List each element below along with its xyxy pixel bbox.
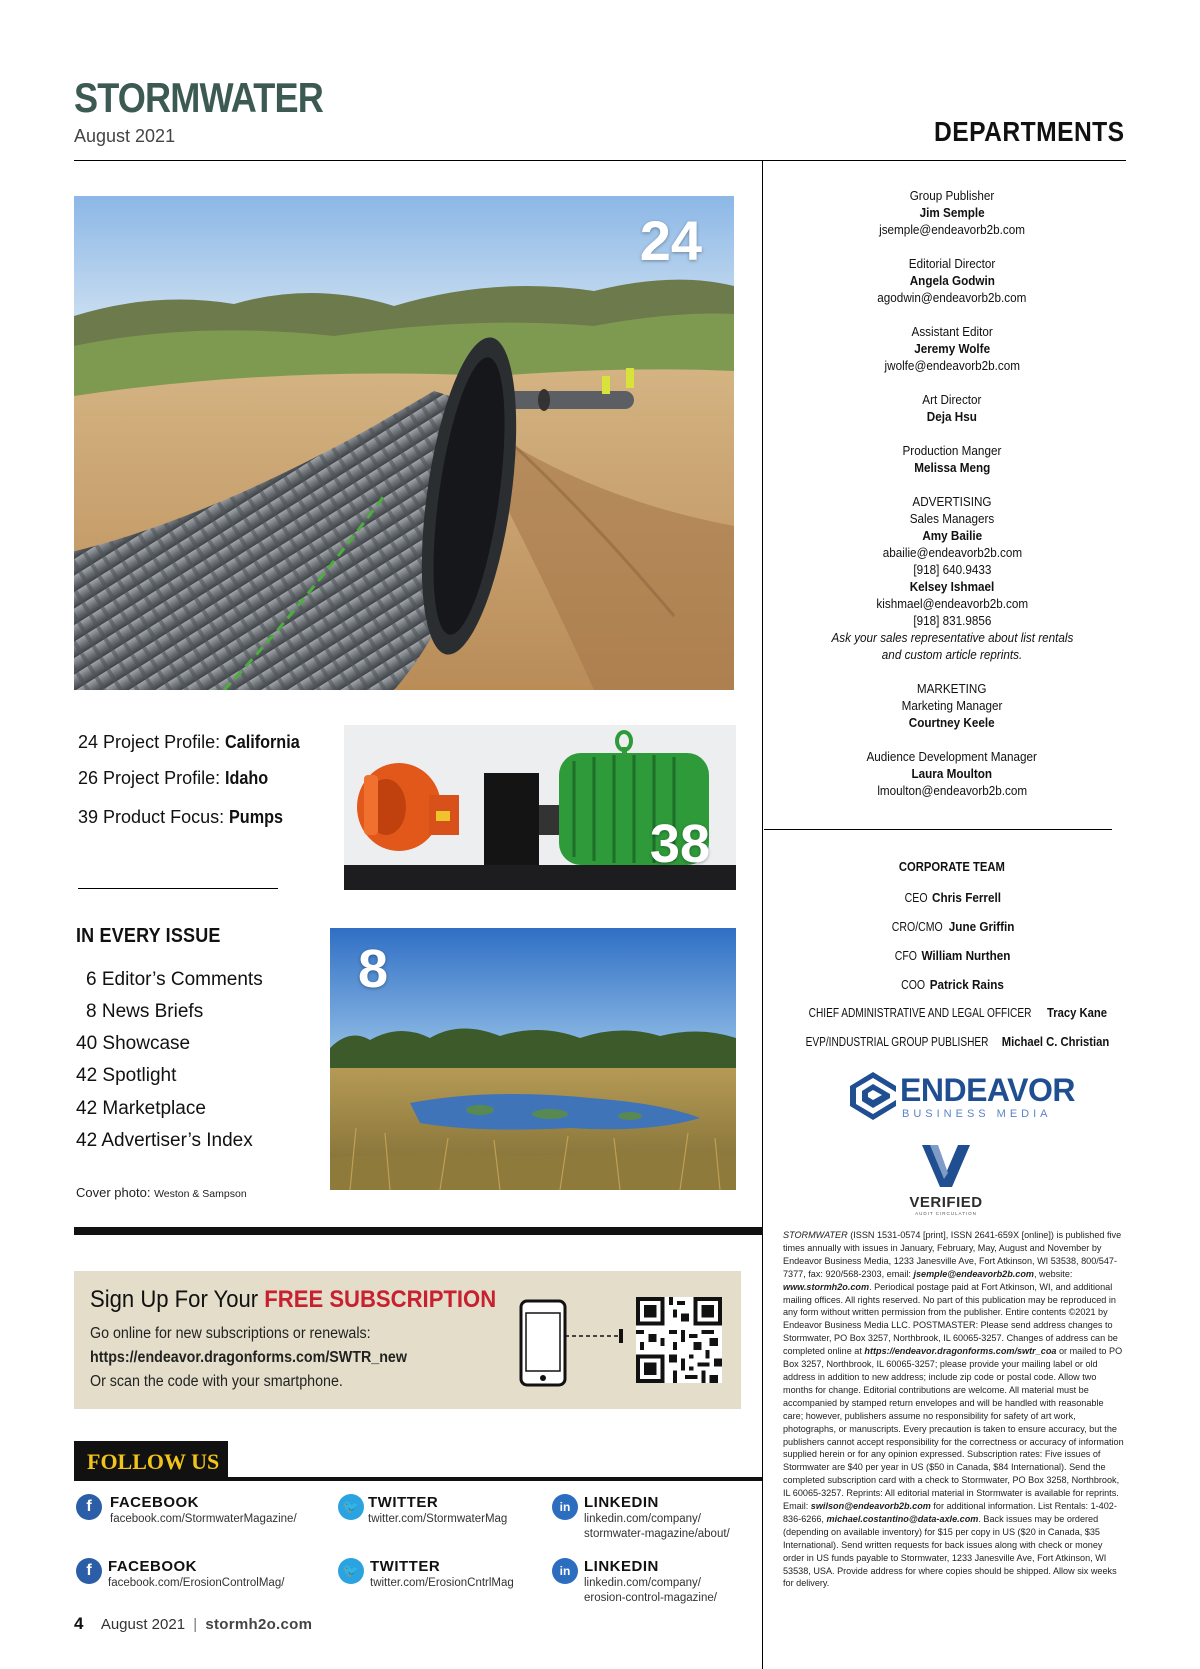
social-name: TWITTER bbox=[370, 1558, 441, 1575]
linkedin-icon: in bbox=[552, 1558, 578, 1584]
cover-credit bbox=[76, 1185, 247, 1200]
every-issue-item[interactable]: 40 Showcase bbox=[76, 1033, 191, 1054]
staff-name: Kelsey Ishmael bbox=[909, 579, 995, 594]
page-number-badge: 38 bbox=[649, 814, 710, 874]
feature-item[interactable] bbox=[78, 768, 273, 789]
section-rule bbox=[74, 1227, 763, 1235]
social-name: LINKEDIN bbox=[584, 1558, 659, 1575]
social-name: TWITTER bbox=[368, 1494, 439, 1511]
endeavor-logo bbox=[848, 1068, 1075, 1124]
subscription-scan-note: Or scan the code with your smartphone. bbox=[90, 1373, 343, 1390]
staff-name: Deja Hsu bbox=[926, 409, 978, 424]
staff-role: Assistant Editor bbox=[911, 324, 993, 339]
feature-label: Project Profile: bbox=[103, 732, 221, 752]
fineprint-text: . Periodical postage paid at Fort Atkinson, WI, and additional mailing offices. All rights reserved. No part of this publication may be reproduced in any form without written permission from the publisher. Entire contents ©2021 by Endeavor Business Media LLC. POSTMASTER: Please send address changes to Stormwater, PO Box 3257, Northbrook, IL 60065-3257. Changes of address can be completed online at bbox=[783, 1281, 1118, 1357]
linkedin-icon: in bbox=[552, 1494, 578, 1520]
corporate-member: COO Patrick Rains bbox=[901, 977, 1005, 992]
social-url: facebook.com/ErosionControlMag/ bbox=[108, 1577, 285, 1589]
feature-item[interactable] bbox=[78, 732, 308, 753]
fineprint-email[interactable]: jsemple@endeavorb2b.com bbox=[913, 1268, 1034, 1279]
staff-role: Marketing Manager bbox=[901, 698, 1003, 713]
feature-topic: Pumps bbox=[229, 807, 284, 827]
publication-fineprint bbox=[783, 1229, 1126, 1590]
corporate-team-title: CORPORATE TEAM bbox=[898, 860, 1006, 874]
staff-assistant-editor bbox=[763, 323, 1141, 374]
social-url: stormwater-magazine/about/ bbox=[584, 1528, 730, 1540]
social-name: FACEBOOK bbox=[110, 1494, 200, 1511]
staff-phone: [918] 831.9856 bbox=[912, 613, 992, 628]
follow-us-title: FOLLOW US bbox=[87, 1449, 220, 1474]
social-link-linkedin[interactable] bbox=[550, 1556, 760, 1616]
staff-email[interactable]: jsemple@endeavorb2b.com bbox=[879, 222, 1025, 237]
staff-name: Jim Semple bbox=[919, 205, 985, 220]
staff-name: Courtney Keele bbox=[909, 715, 995, 730]
subscription-title-prefix: Sign Up For Your bbox=[90, 1286, 265, 1313]
feature-item[interactable] bbox=[78, 807, 289, 828]
fineprint-email[interactable]: swilson@endeavorb2b.com bbox=[810, 1501, 931, 1512]
verified-audit-logo bbox=[906, 1143, 986, 1218]
social-name: FACEBOOK bbox=[108, 1558, 198, 1575]
footer-issue-date: August 2021 bbox=[100, 1616, 186, 1633]
fineprint-text: for additional information. List Rentals: 1-402-836-6266, bbox=[783, 1501, 1117, 1524]
social-url: linkedin.com/company/ bbox=[584, 1513, 701, 1525]
cover-credit-label: Cover photo: bbox=[76, 1185, 151, 1200]
page-footer bbox=[74, 1614, 312, 1634]
staff-role: Audience Development Manager bbox=[866, 749, 1038, 764]
wetland-photo-illustration bbox=[330, 928, 736, 1190]
staff-name: Laura Moulton bbox=[911, 766, 993, 781]
corporate-member: EVP/INDUSTRIAL GROUP PUBLISHER Michael C. Christian bbox=[805, 1035, 1109, 1049]
twitter-icon: 🐦 bbox=[338, 1494, 364, 1520]
staff-email[interactable]: abailie@endeavorb2b.com bbox=[882, 545, 1022, 560]
feature-label: Product Focus: bbox=[103, 807, 225, 827]
staff-group-publisher bbox=[763, 187, 1141, 238]
feature-divider bbox=[78, 888, 278, 889]
social-link-twitter[interactable] bbox=[338, 1556, 538, 1606]
staff-phone: [918] 640.9433 bbox=[912, 562, 992, 577]
feature-label: Project Profile: bbox=[103, 768, 221, 788]
photo-pump bbox=[344, 725, 736, 890]
footer-website[interactable]: stormh2o.com bbox=[205, 1616, 313, 1633]
staff-name: Jeremy Wolfe bbox=[914, 341, 990, 356]
every-issue-item[interactable]: 8 News Briefs bbox=[86, 1001, 204, 1022]
magazine-logo: STORMWATER bbox=[74, 74, 323, 121]
social-name: LINKEDIN bbox=[584, 1494, 659, 1511]
staff-name: Amy Bailie bbox=[922, 528, 982, 543]
facebook-icon: f bbox=[76, 1494, 102, 1520]
staff-role: Group Publisher bbox=[909, 188, 995, 203]
pipe-photo-illustration bbox=[74, 196, 734, 690]
verified-logo-text: VERIFIED bbox=[909, 1194, 983, 1211]
social-url: facebook.com/StormwaterMagazine/ bbox=[110, 1513, 297, 1525]
masthead-divider bbox=[764, 829, 1112, 830]
corporate-member: CEO Chris Ferrell bbox=[904, 890, 1001, 905]
social-link-facebook[interactable] bbox=[74, 1556, 304, 1606]
subscription-url[interactable]: https://endeavor.dragonforms.com/SWTR_new bbox=[90, 1349, 407, 1366]
staff-editorial-director bbox=[763, 255, 1141, 306]
header-rule bbox=[74, 160, 1126, 161]
staff-production-manager bbox=[763, 442, 1141, 476]
corporate-member: CRO/CMO June Griffin bbox=[892, 919, 1015, 934]
verified-check-icon bbox=[920, 1143, 972, 1189]
endeavor-logo-text: ENDEAVOR bbox=[900, 1072, 1075, 1108]
social-url: twitter.com/StormwaterMag bbox=[368, 1513, 508, 1525]
verified-logo-subtext: AUDIT CIRCULATION bbox=[915, 1211, 977, 1216]
subscription-instructions: Go online for new subscriptions or renewals: bbox=[90, 1325, 371, 1342]
staff-audience-development bbox=[763, 748, 1141, 799]
staff-email[interactable]: kishmael@endeavorb2b.com bbox=[876, 596, 1028, 611]
twitter-icon: 🐦 bbox=[338, 1558, 364, 1584]
fineprint-url[interactable]: https://endeavor.dragonforms.com/swtr_coa bbox=[864, 1346, 1057, 1357]
feature-page: 24 bbox=[78, 732, 99, 752]
departments-title: DEPARTMENTS bbox=[934, 116, 1125, 147]
staff-role: Production Manger bbox=[902, 443, 1002, 458]
facebook-icon: f bbox=[76, 1558, 102, 1584]
sales-note: and custom article reprints. bbox=[881, 647, 1023, 662]
staff-art-director bbox=[763, 391, 1141, 425]
feature-page: 26 bbox=[78, 768, 99, 788]
fineprint-email[interactable]: michael.costantino@data-axle.com bbox=[826, 1513, 979, 1524]
page-number-badge: 24 bbox=[639, 209, 702, 272]
social-url: twitter.com/ErosionCntrlMag bbox=[370, 1577, 514, 1589]
corporate-member: CFO William Nurthen bbox=[894, 948, 1011, 963]
subscription-title-highlight: FREE SUBSCRIPTION bbox=[264, 1286, 497, 1313]
cover-credit-name: Weston & Sampson bbox=[154, 1188, 247, 1200]
fineprint-website[interactable]: www.stormh2o.com bbox=[783, 1281, 870, 1292]
fineprint-text: STORMWATER bbox=[783, 1230, 848, 1240]
fineprint-text: , website: bbox=[1034, 1268, 1073, 1279]
fineprint-text: (ISSN 1531-0574 [print], ISSN 2641-659X [online]) is published five times annually with issues in January, February, May, August and November by Endeavor Business Media, 1233 Janesville Ave, Fort Atkinson, WI 53538, 800/547-7377, fax: 920/568-2303, email: bbox=[783, 1230, 1122, 1279]
feature-page: 39 bbox=[78, 807, 99, 827]
staff-marketing bbox=[763, 680, 1141, 731]
staff-section-heading: ADVERTISING bbox=[912, 494, 992, 509]
every-issue-item[interactable]: 42 Spotlight bbox=[76, 1065, 177, 1086]
corporate-member: CHIEF ADMINISTRATIVE AND LEGAL OFFICER Tracy Kane bbox=[809, 1006, 1108, 1020]
feature-topic: California bbox=[225, 732, 300, 752]
staff-role: Editorial Director bbox=[908, 256, 996, 271]
masthead-staff bbox=[763, 187, 1141, 799]
staff-section-heading: MARKETING bbox=[917, 681, 987, 696]
smartphone-icon bbox=[519, 1299, 629, 1394]
staff-email[interactable]: jwolfe@endeavorb2b.com bbox=[884, 358, 1020, 373]
every-issue-item[interactable]: 42 Marketplace bbox=[76, 1098, 206, 1119]
every-issue-item[interactable]: 6 Editor’s Comments bbox=[86, 969, 263, 990]
endeavor-logo-mark-icon bbox=[848, 1070, 898, 1122]
photo-wetland bbox=[330, 928, 736, 1190]
staff-email[interactable]: lmoulton@endeavorb2b.com bbox=[877, 783, 1027, 798]
staff-name: Melissa Meng bbox=[913, 460, 991, 475]
social-url: linkedin.com/company/ bbox=[584, 1577, 701, 1589]
footer-page-number: 4 bbox=[74, 1614, 84, 1633]
staff-advertising bbox=[763, 493, 1141, 663]
photo-pipe-installation bbox=[74, 196, 734, 690]
social-link-linkedin[interactable] bbox=[550, 1492, 760, 1552]
every-issue-item[interactable]: 42 Advertiser’s Index bbox=[76, 1130, 253, 1151]
every-issue-title: IN EVERY ISSUE bbox=[76, 925, 221, 947]
follow-us-rule bbox=[74, 1477, 762, 1481]
fineprint-text: . Back issues may be ordered (depending on available inventory) for $15 per copy in US ($20 in Canada, $35 International). Send written requests for back issues along with check or money order in US funds payable to Stormwater, 1233 Janesville Ave, Fort Atkinson, WI 53538, USA. Provide address for where copies should be shipped. Allow six weeks for delivery. bbox=[783, 1513, 1117, 1589]
staff-name: Angela Godwin bbox=[909, 273, 995, 288]
feature-topic: Idaho bbox=[225, 768, 269, 788]
fineprint-text: or mailed to PO Box 3257, Northbrook, IL 60065-3257; please provide your mailing label or old address in addition to new address; include zip code or postal code. Allow two months for change. Editorial contributions are welcome. All material must be accompanied by stamped return envelopes and will be handled with reasonable care; however, publishers assume no responsibility for safety of art work, photographs, or manuscripts. Every precaution is taken to ensure accuracy, but the publishers cannot accept responsibility for the correctness or accuracy of information supplied herein or for any opinion expressed. Subscription rates: Five issues of Stormwater are $40 per year in US ($50 in Canada, $84 International). Send the completed subscription card with a check to Stormwater, PO Box 3258, Northbrook, IL 60065-3257. Reprints: All editorial material in Stormwater is available for reprints. Email: bbox=[783, 1346, 1124, 1512]
endeavor-logo-subtext: BUSINESS MEDIA bbox=[902, 1108, 1052, 1120]
sales-note: Ask your sales representative about list rentals bbox=[831, 630, 1073, 645]
staff-role: Art Director bbox=[922, 392, 982, 407]
staff-role: Sales Managers bbox=[909, 511, 995, 526]
subscription-title bbox=[90, 1286, 496, 1314]
social-link-facebook[interactable] bbox=[74, 1492, 304, 1542]
issue-date: August 2021 bbox=[74, 126, 176, 146]
qr-code[interactable] bbox=[636, 1297, 722, 1383]
page-number-badge: 8 bbox=[358, 939, 389, 999]
footer-separator: | bbox=[193, 1616, 198, 1633]
staff-email[interactable]: agodwin@endeavorb2b.com bbox=[877, 290, 1027, 305]
social-url: erosion-control-magazine/ bbox=[584, 1592, 717, 1604]
social-link-twitter[interactable] bbox=[336, 1492, 536, 1542]
